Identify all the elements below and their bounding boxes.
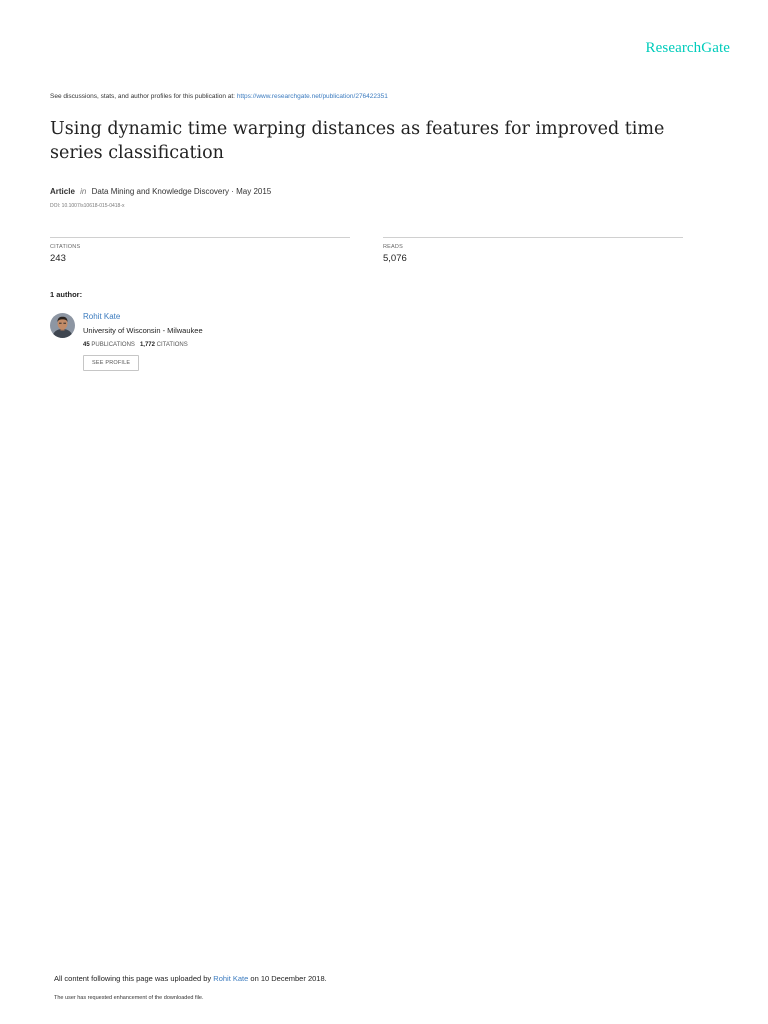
author-stats: [83, 342, 203, 348]
author-institution: University of Wisconsin - Milwaukee: [83, 326, 203, 335]
upload-suffix: on 10 December 2018.: [250, 974, 327, 983]
upload-prefix: All content following this page was uploaded by: [54, 974, 212, 983]
author-name-link[interactable]: Rohit Kate: [83, 312, 121, 321]
publication-doi: DOI: 10.1007/s10618-015-0418-x: [50, 203, 125, 209]
upload-notice: [54, 974, 327, 983]
citations-label: CITATIONS: [50, 244, 81, 250]
reads-value: 5,076: [383, 253, 407, 264]
citations-stat: [50, 237, 350, 264]
researchgate-logo[interactable]: ResearchGate: [645, 40, 730, 56]
avatar-photo-icon: [50, 313, 75, 338]
uploader-link[interactable]: Rohit Kate: [213, 974, 249, 983]
author-citations-count: 1,772: [139, 342, 155, 348]
author-card: [83, 312, 203, 371]
publication-type: Article: [50, 187, 75, 196]
enhancement-note: The user has requested enhancement of the downloaded file.: [54, 995, 204, 1001]
citations-value: 243: [50, 253, 66, 264]
author-avatar[interactable]: [50, 313, 75, 338]
publication-title: Using dynamic time warping distances as features for improved time series classification: [50, 119, 665, 163]
publication-meta: [50, 187, 271, 196]
discussion-line: [50, 93, 388, 100]
author-citations-label: CITATIONS: [156, 342, 188, 348]
author-publications-label: PUBLICATIONS: [91, 342, 135, 348]
in-label: in: [80, 187, 87, 196]
see-profile-button[interactable]: SEE PROFILE: [83, 355, 139, 371]
reads-label: READS: [383, 244, 403, 250]
publication-venue: Data Mining and Knowledge Discovery · May 2015: [91, 187, 272, 196]
reads-stat: [383, 237, 683, 264]
author-publications-count: 45: [83, 342, 90, 348]
discussion-prefix: See discussions, stats, and author profiles for this publication at:: [50, 93, 235, 100]
authors-heading: 1 author:: [50, 290, 83, 299]
publication-url-link[interactable]: https://www.researchgate.net/publication/276422351: [236, 93, 388, 100]
